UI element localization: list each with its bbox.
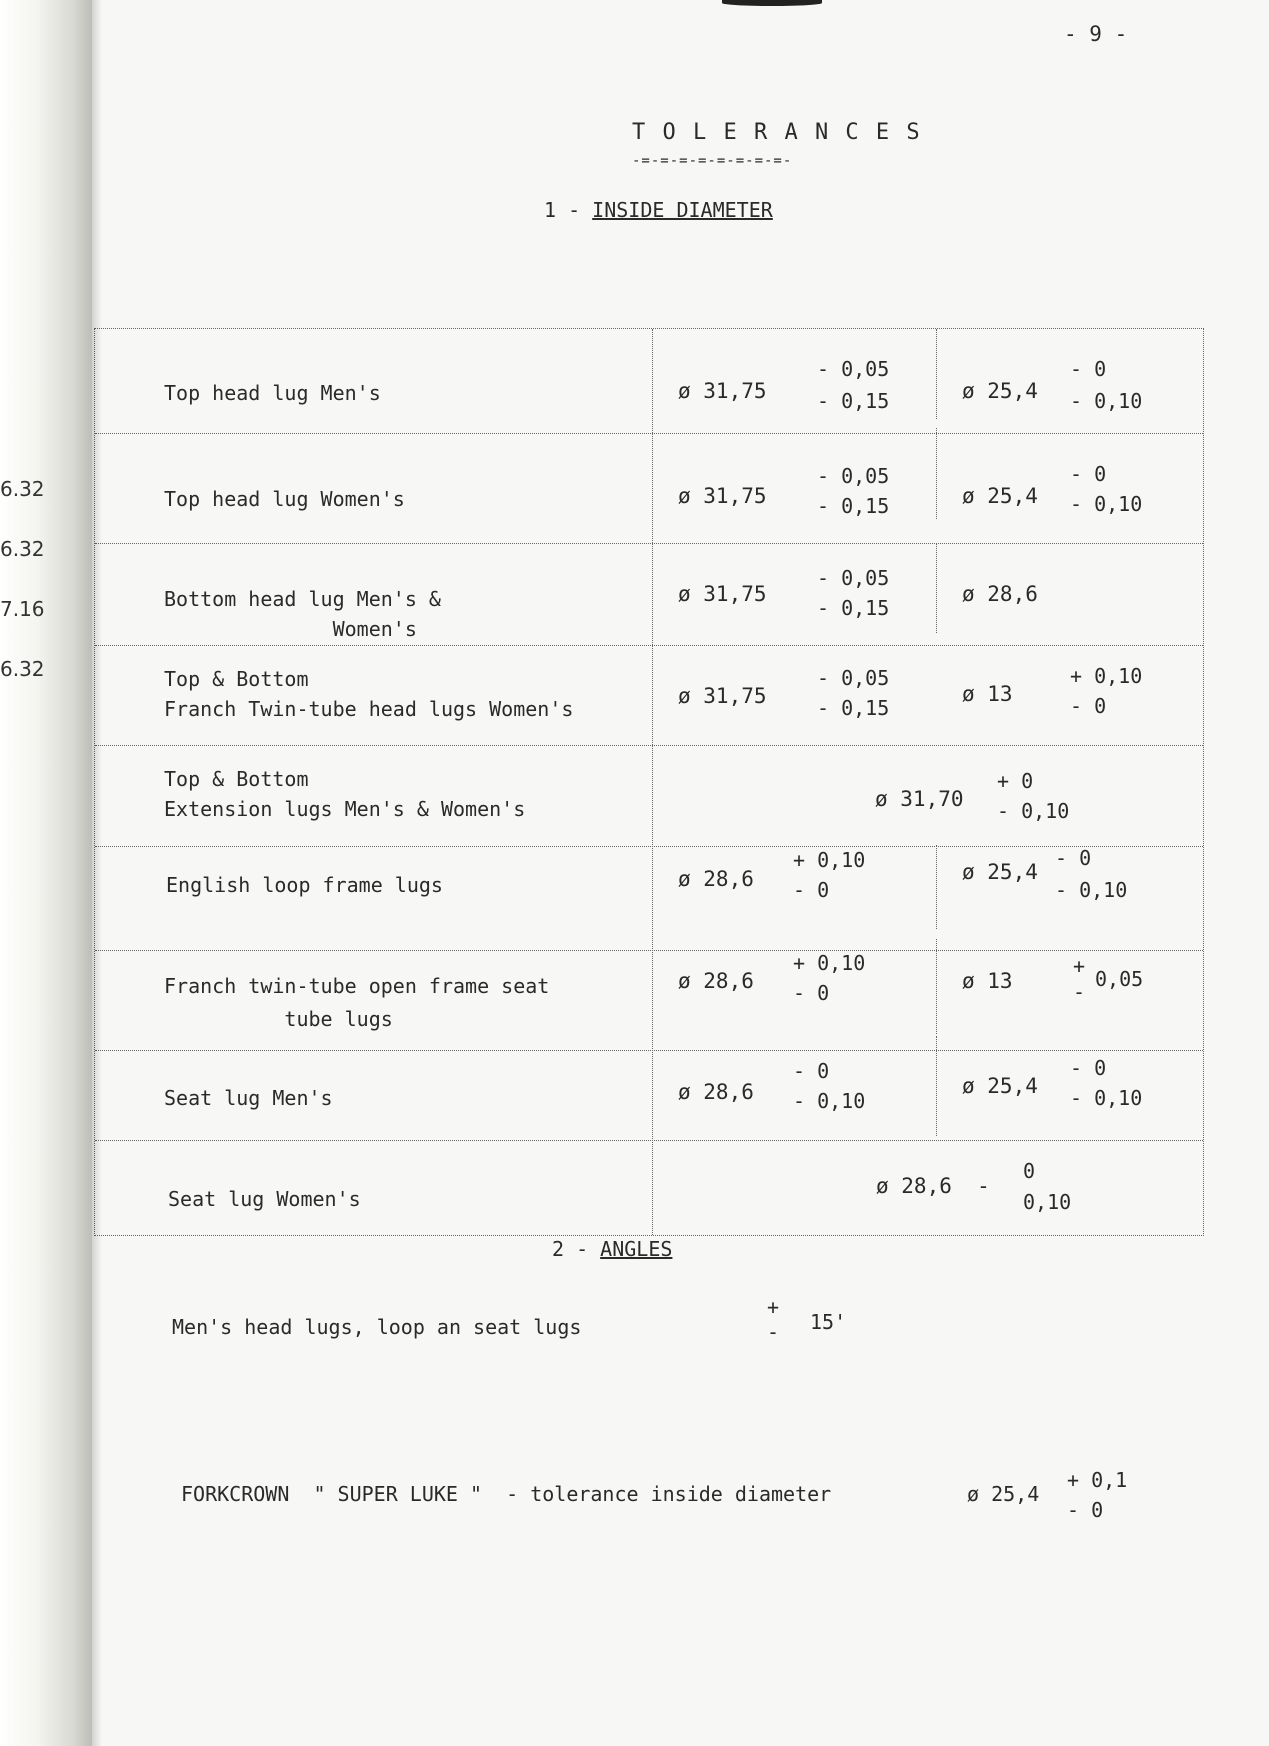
forkcrown-tolerance-upper: + 0,1 xyxy=(1067,1468,1128,1492)
tolerance-lower-2: - xyxy=(1073,980,1086,1004)
title-underline: -=-=-=-=-=-=-=-=- xyxy=(632,153,793,169)
forkcrown-label: FORKCROWN " SUPER LUKE " - tolerance inside diameter xyxy=(181,1482,832,1506)
row-label: Franch twin-tube open frame seat tube lugs xyxy=(164,974,550,1031)
diameter-1: ø 31,75 xyxy=(678,582,767,606)
diameter-2: ø 28,6 xyxy=(962,582,1038,606)
row-label: Seat lug Men's xyxy=(164,1086,333,1110)
tolerance-upper-2: + 0,10 xyxy=(1070,664,1143,688)
tolerance-lower-center: 0,10 xyxy=(1023,1190,1072,1214)
section-heading-inside-diameter xyxy=(544,198,773,222)
ink-mark xyxy=(722,0,822,6)
tolerance-table xyxy=(94,328,1204,1236)
row-label: Seat lug Women's xyxy=(168,1187,361,1211)
tolerance-lower-1: - 0,10 xyxy=(793,1089,866,1113)
diameter-2: ø 13 xyxy=(962,682,1013,706)
margin-number: 7.16 xyxy=(0,597,45,621)
column-divider xyxy=(936,1036,937,1136)
angles-tolerance-lower: - xyxy=(767,1320,780,1344)
row-label: Top head lug Men's xyxy=(164,381,381,405)
diameter-2: ø 25,4 xyxy=(962,484,1038,508)
tolerance-lower-center: - 0,10 xyxy=(997,799,1070,823)
tolerance-upper-2: - 0 xyxy=(1055,846,1092,870)
section-title: INSIDE DIAMETER xyxy=(592,198,773,222)
tolerance-upper-1: - 0 xyxy=(793,1059,830,1083)
row-label: Top head lug Women's xyxy=(164,487,405,511)
column-divider xyxy=(936,543,937,633)
page-number: - 9 - xyxy=(1064,22,1128,46)
tolerance-upper-1: + 0,10 xyxy=(793,951,866,975)
diameter-center: ø 28,6 - xyxy=(876,1174,990,1198)
row-label: Bottom head lug Men's & Women's xyxy=(164,587,441,641)
row-divider xyxy=(95,1140,1203,1141)
diameter-1: ø 31,75 xyxy=(678,379,767,403)
document-page xyxy=(92,0,1269,1746)
forkcrown-tolerance-lower: - 0 xyxy=(1067,1498,1104,1522)
row-divider xyxy=(95,745,1203,746)
row-divider xyxy=(95,645,1203,646)
row-divider xyxy=(95,433,1203,434)
column-divider xyxy=(652,329,653,1235)
margin-number: 6.32 xyxy=(0,537,45,561)
tolerance-lower-1: - 0 xyxy=(793,981,830,1005)
row-label: English loop frame lugs xyxy=(166,873,443,897)
diameter-2: ø 25,4 xyxy=(962,860,1038,884)
tolerance-lower-1: - 0,15 xyxy=(817,389,890,413)
tolerance-upper-2: - 0 xyxy=(1070,357,1107,381)
tolerance-value-2: 0,05 xyxy=(1095,967,1144,991)
binding-strip xyxy=(0,0,92,1746)
tolerance-lower-2: - 0,10 xyxy=(1070,389,1143,413)
page-title: T O L E R A N C E S xyxy=(632,120,922,145)
column-divider xyxy=(936,329,937,419)
tolerance-lower-1: - 0 xyxy=(793,878,830,902)
diameter-1: ø 28,6 xyxy=(678,867,754,891)
angles-label: Men's head lugs, loop an seat lugs xyxy=(172,1315,582,1339)
diameter-1: ø 31,75 xyxy=(678,484,767,508)
column-divider xyxy=(936,939,937,1034)
tolerance-upper-1: - 0,05 xyxy=(817,666,890,690)
tolerance-upper-2: - 0 xyxy=(1070,462,1107,486)
section-number: 2 - xyxy=(552,1237,589,1261)
diameter-1: ø 28,6 xyxy=(678,1080,754,1104)
tolerance-lower-2: - 0,10 xyxy=(1055,878,1128,902)
tolerance-upper-2: + xyxy=(1073,954,1086,978)
section-title: ANGLES xyxy=(600,1237,673,1261)
tolerance-upper-1: - 0,05 xyxy=(817,566,890,590)
tolerance-lower-1: - 0,15 xyxy=(817,494,890,518)
diameter-2: ø 25,4 xyxy=(962,1074,1038,1098)
column-divider xyxy=(936,845,937,929)
tolerance-upper-1: + 0,10 xyxy=(793,848,866,872)
column-divider xyxy=(936,428,937,519)
page-fold-shadow xyxy=(92,0,102,1746)
row-divider xyxy=(95,1050,1203,1051)
margin-number: 6.32 xyxy=(0,657,45,681)
forkcrown-diameter: ø 25,4 xyxy=(967,1482,1040,1506)
tolerance-lower-1: - 0,15 xyxy=(817,596,890,620)
diameter-1: ø 28,6 xyxy=(678,969,754,993)
angles-tolerance-upper: + xyxy=(767,1295,780,1319)
tolerance-upper-2: - 0 xyxy=(1070,1056,1107,1080)
row-label: Top & Bottom Extension lugs Men's & Women's xyxy=(164,767,526,821)
row-divider xyxy=(95,950,1203,951)
diameter-2: ø 13 xyxy=(962,969,1013,993)
tolerance-upper-1: - 0,05 xyxy=(817,464,890,488)
row-label: Top & Bottom Franch Twin-tube head lugs Women's xyxy=(164,667,574,721)
row-divider xyxy=(95,543,1203,544)
section-heading-angles xyxy=(552,1237,672,1261)
section-number: 1 - xyxy=(544,198,581,222)
diameter-center: ø 31,70 xyxy=(875,787,964,811)
margin-number: 6.32 xyxy=(0,477,45,501)
angles-value: 15' xyxy=(810,1310,847,1334)
diameter-1: ø 31,75 xyxy=(678,684,767,708)
row-divider xyxy=(95,846,1203,847)
tolerance-lower-2: - 0 xyxy=(1070,694,1107,718)
tolerance-upper-center: 0 xyxy=(1023,1159,1036,1183)
tolerance-upper-1: - 0,05 xyxy=(817,357,890,381)
tolerance-lower-1: - 0,15 xyxy=(817,696,890,720)
tolerance-lower-2: - 0,10 xyxy=(1070,1086,1143,1110)
tolerance-upper-center: + 0 xyxy=(997,769,1034,793)
tolerance-lower-2: - 0,10 xyxy=(1070,492,1143,516)
diameter-2: ø 25,4 xyxy=(962,379,1038,403)
